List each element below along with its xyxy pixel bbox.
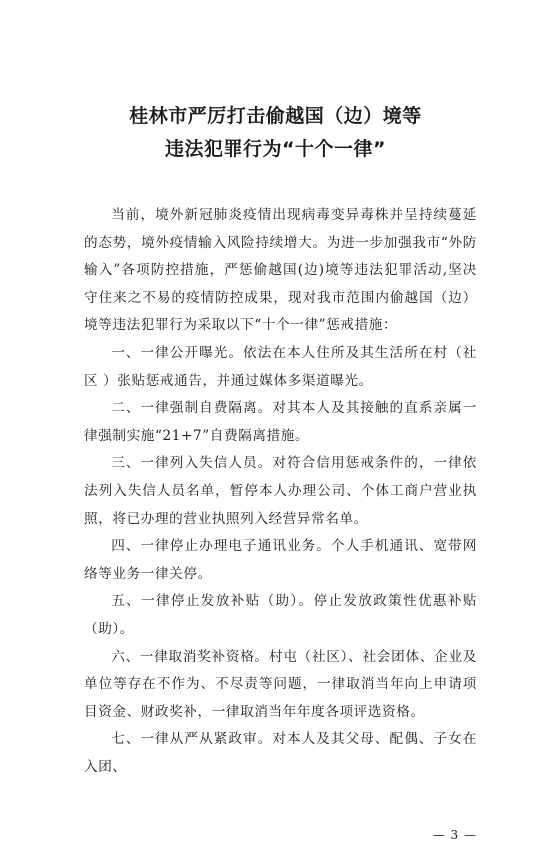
measure-2-paragraph: 二、一律强制自费隔离。对其本人及其接触的直系亲属一律强制实施“21+7”自费隔离措施。	[84, 400, 477, 444]
title-line-2: 违法犯罪行为“十个一律”	[165, 138, 386, 160]
document-title	[74, 100, 477, 166]
measure-1-paragraph: 一、一律公开曝光。依法在本人住所及其生活所在村（社区 ）张贴惩戒通告，并通过媒体多渠道曝光。	[84, 344, 477, 389]
measure-3-paragraph: 三、一律列入失信人员。对符合信用惩戒条件的，一律依法列入失信人员名单，暂停本人办理公司、个体工商户营业执照，将已办理的营业执照列入经营异常名单。	[84, 455, 477, 527]
document-body	[84, 202, 477, 781]
document-page	[0, 100, 543, 868]
page-number: — 3 —	[432, 828, 477, 842]
title-line-1: 桂林市严厉打击偷越国（边）境等	[129, 105, 422, 127]
measure-6-paragraph: 六、一律取消奖补资格。村屯（社区）、社会团体、企业及单位等存在不作为、不尽责等问题，一律取消当年向上申请项目资金、财政奖补，一律取消当年年度各项评选资格。	[84, 648, 477, 720]
intro-paragraph: 当前，境外新冠肺炎疫情出现病毒变异毒株并呈持续蔓延的态势，境外疫情输入风险持续增大。为进一步加强我市“外防输入”各项防控措施，严惩偷越国(边)境等违法犯罪活动,坚决守住来之不易的疫情防控成果，现对我市范围内偷越国（边）境等违法犯罪行为采取以下“十个一律”惩戒措施：	[84, 207, 477, 334]
measure-4-paragraph: 四、一律停止办理电子通讯业务。个人手机通讯、宽带网络等业务一律关停。	[84, 538, 477, 582]
measure-7-paragraph: 七、一律从严从紧政审。对本人及其父母、配偶、子女在入团、	[84, 731, 477, 775]
measure-5-paragraph: 五、一律停止发放补贴（助）。停止发放政策性优惠补贴（助）。	[84, 593, 477, 637]
